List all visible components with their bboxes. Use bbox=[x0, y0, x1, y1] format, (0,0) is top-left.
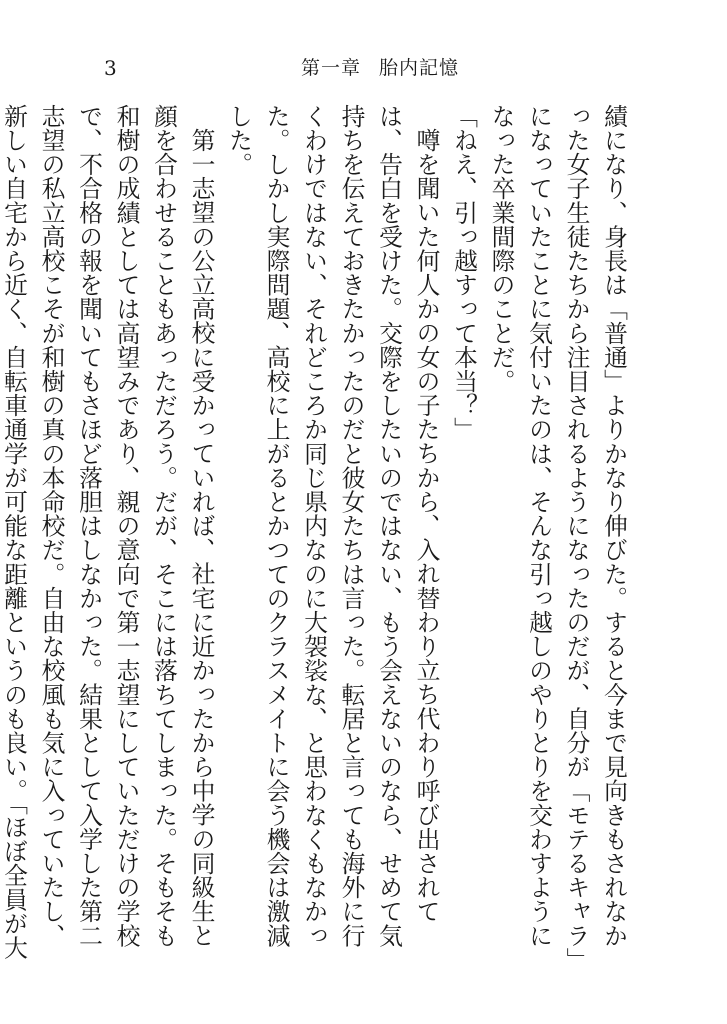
paragraph: 噂を聞いた何人かの女の子たちから、入れ替わり立ち代わり呼び出されては、告白を受けた。交際をしたいのではない、もう会えないのなら、せめて気持ちを伝えておきたかったのだと彼女たちは言った。転居と言っても海外に行くわけではない、それどころか同じ県内なのに大袈裟な、と思わなくもなかった。しかし実際問題、高校に上がるとかつてのクラスメイトに会う機会は激減した。 bbox=[225, 104, 441, 948]
body-text bbox=[0, 104, 632, 964]
paragraph: 績になり、身長は「普通」よりかなり伸びた。すると今まで見向きもされなかった女子生徒たちから注目されるようになったのだが、自分が「モテるキャラ」になっていたことに気付いたのは、そんな引っ越しのやりとりを交わすようになった卒業間際のことだ。 bbox=[487, 104, 628, 960]
paragraph: 「ねえ、引っ越すって本当？」 bbox=[450, 104, 478, 442]
chapter-title: 胎内記憶 bbox=[379, 57, 460, 79]
paragraph: 第一志望の公立高校に受かっていれば、社宅に近かったから中学の同級生と顔を合わせることもあっただろう。だが、そこには落ちてしまった。そもそも和樹の成績としては高望みであり、親の意向で第一志望にしていただけの学校で、不合格の報を聞いてもさほど落胆はしなかった。結果として入学した第二志望の私立高校こそが和樹の真の本命校だ。自由な校風も気に入っていたし、新しい自宅から近く、自転車通学が可能な距離というのも良い。「ほぼ全員が大 bbox=[0, 104, 216, 960]
page-number: 3 bbox=[104, 56, 117, 80]
chapter-label: 第一章 bbox=[301, 57, 362, 79]
running-head bbox=[301, 56, 459, 80]
